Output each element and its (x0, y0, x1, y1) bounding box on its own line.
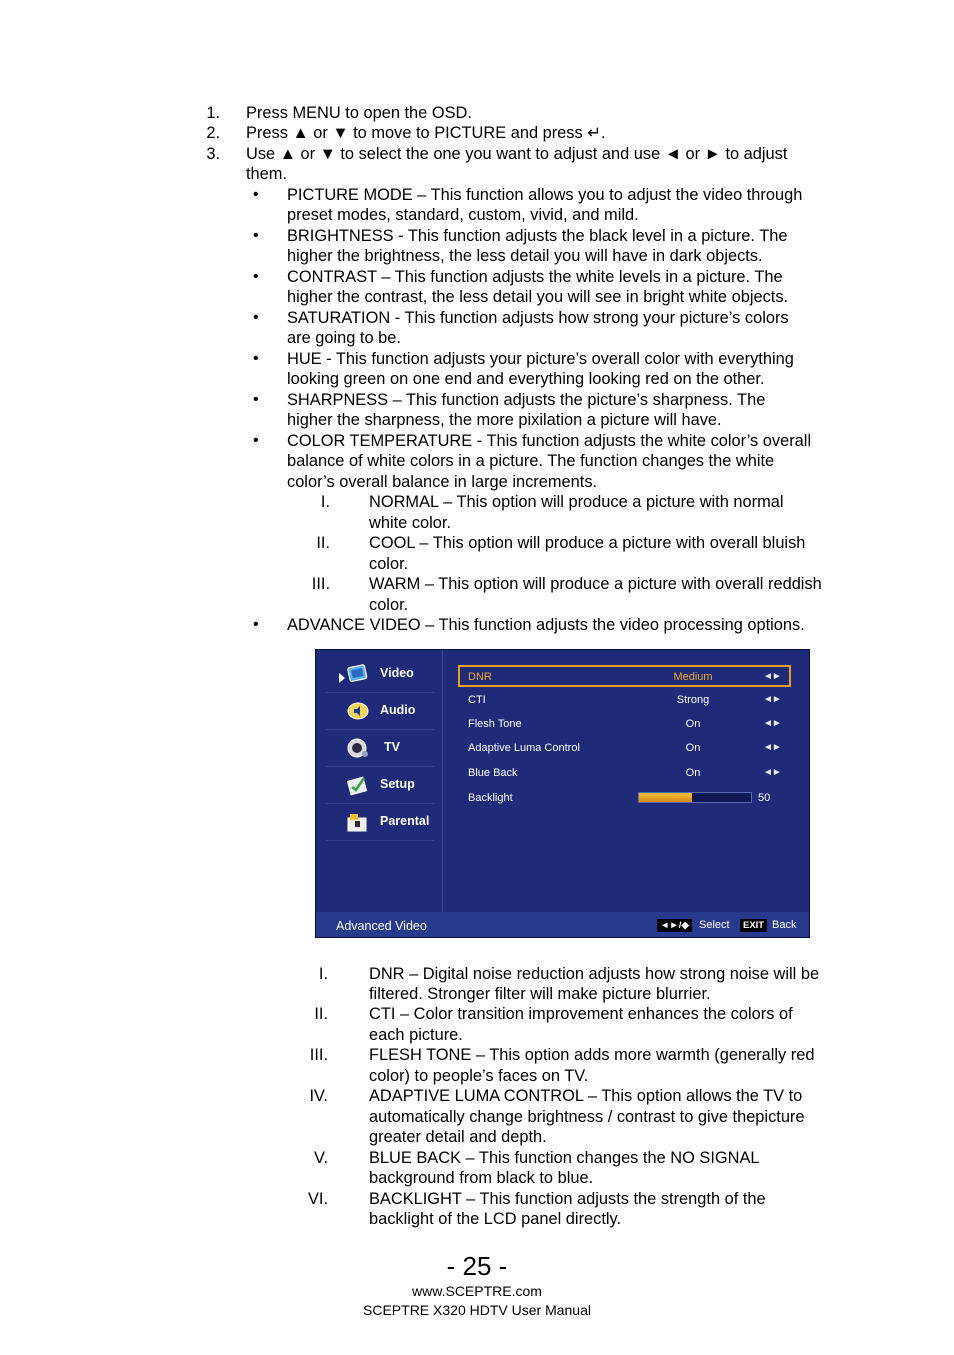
osd-row-blue-back[interactable] (458, 762, 791, 784)
option-text: white color. (369, 514, 451, 532)
row-value: On (685, 767, 701, 779)
row-value: Medium (673, 671, 713, 683)
row-value: Strong (676, 694, 710, 706)
item-text: greater detail and depth. (369, 1128, 547, 1146)
row-value: On (685, 742, 701, 754)
option-text: WARM – This option will produce a picture with overall reddish (369, 575, 822, 593)
footer-manual-title: SCEPTRE X320 HDTV User Manual (363, 1302, 591, 1318)
item-text: color) to people’s faces on TV. (369, 1067, 589, 1085)
bullet-text: are going to be. (287, 329, 401, 347)
step-number: 1. (206, 104, 220, 122)
option-number: II. (316, 534, 330, 552)
audio-icon (346, 699, 370, 723)
row-label: Backlight (468, 792, 513, 804)
item-number: III. (309, 1046, 328, 1064)
bullet-text: HUE - This function adjusts your picture’s overall color with everything (287, 350, 794, 368)
left-right-arrows-icon: ◄► (763, 767, 781, 778)
option-number: III. (311, 575, 330, 593)
bullet-text: SHARPNESS – This function adjusts the picture’s sharpness. The (287, 391, 766, 409)
sidebar-item-video[interactable] (326, 656, 434, 693)
osd-row-adaptive-luma[interactable] (458, 737, 791, 759)
option-number: I. (320, 493, 330, 511)
backlight-slider-fill (639, 793, 692, 802)
bullet-dot: • (253, 186, 259, 203)
osd-row-dnr[interactable] (458, 665, 791, 687)
sidebar-item-parental[interactable] (326, 804, 434, 841)
bullet-dot: • (253, 616, 259, 633)
option-text: color. (369, 596, 409, 614)
setup-icon (346, 773, 370, 797)
page-number: - 25 - (446, 1251, 508, 1281)
backlight-slider[interactable] (638, 792, 752, 803)
bullet-text: looking green on one end and everything looking red on the other. (287, 370, 765, 388)
osd-sidebar (316, 650, 443, 912)
select-key-icon: ◄►/◆ (657, 919, 692, 932)
osd-row-flesh-tone[interactable] (458, 713, 791, 735)
osd-row-cti[interactable] (458, 689, 791, 711)
item-text: BLUE BACK – This function changes the NO SIGNAL (369, 1149, 760, 1167)
bullet-text: higher the contrast, the less detail you will see in bright white objects. (287, 288, 789, 306)
option-text: NORMAL – This option will produce a picture with normal (369, 493, 784, 511)
bullet-text: color’s overall balance in large increments. (287, 473, 598, 491)
step-text: Press ▲ or ▼ to move to PICTURE and press ↵. (246, 124, 606, 142)
bullet-text: CONTRAST – This function adjusts the white levels in a picture. The (287, 268, 783, 286)
item-text: backlight of the LCD panel directly. (369, 1210, 622, 1228)
left-right-arrows-icon: ◄► (763, 694, 781, 705)
bullet-dot: • (253, 268, 259, 285)
osd-screenshot (315, 649, 810, 938)
item-text: filtered. Stronger filter will make picture blurrier. (369, 985, 711, 1003)
step-text: them. (246, 165, 287, 183)
bullet-text: higher the sharpness, the more pixilation a picture will have. (287, 411, 722, 429)
step-text: Press MENU to open the OSD. (246, 104, 472, 122)
exit-key-icon: EXIT (740, 919, 767, 932)
row-value: On (685, 718, 701, 730)
bullet-text: BRIGHTNESS - This function adjusts the black level in a picture. The (287, 227, 788, 245)
bullet-dot: • (253, 350, 259, 367)
bullet-text: balance of white colors in a picture. The function changes the white (287, 452, 775, 470)
item-text: BACKLIGHT – This function adjusts the strength of the (369, 1190, 766, 1208)
left-right-arrows-icon: ◄► (763, 671, 781, 682)
row-label: Blue Back (468, 767, 518, 779)
step-text: Use ▲ or ▼ to select the one you want to adjust and use ◄ or ► to adjust (246, 145, 788, 163)
item-text: automatically change brightness / contrast to give thepicture (369, 1108, 805, 1126)
item-text: background from black to blue. (369, 1169, 594, 1187)
select-label: Select (699, 919, 730, 931)
bullet-dot: • (253, 227, 259, 244)
bullet-dot: • (253, 432, 259, 449)
bullet-text: SATURATION - This function adjusts how strong your picture’s colors (287, 309, 789, 327)
row-label: Adaptive Luma Control (468, 742, 580, 754)
option-text: color. (369, 555, 409, 573)
bullet-text: PICTURE MODE – This function allows you to adjust the video through (287, 186, 803, 204)
advance-video-bullet: ADVANCE VIDEO – This function adjusts the video processing options. (287, 616, 805, 634)
back-label: Back (772, 919, 797, 931)
video-icon (346, 662, 370, 686)
osd-footer (316, 912, 810, 938)
item-text: DNR – Digital noise reduction adjusts how strong noise will be (369, 965, 820, 983)
bullet-text: preset modes, standard, custom, vivid, and mild. (287, 206, 639, 224)
row-label: DNR (468, 671, 492, 683)
footer-website: www.SCEPTRE.com (412, 1283, 542, 1299)
option-text: COOL – This option will produce a picture with overall bluish (369, 534, 806, 552)
item-text: FLESH TONE – This option adds more warmth (generally red (369, 1046, 815, 1064)
row-label: CTI (468, 694, 486, 706)
tv-icon (346, 736, 370, 760)
step-number: 3. (206, 145, 220, 163)
left-right-arrows-icon: ◄► (763, 742, 781, 753)
item-text: CTI – Color transition improvement enhances the colors of (369, 1005, 793, 1023)
sidebar-item-setup[interactable] (326, 767, 434, 804)
item-number: VI. (307, 1190, 328, 1208)
row-value: 50 (758, 792, 771, 804)
bullet-text: COLOR TEMPERATURE - This function adjusts the white color’s overall (287, 432, 812, 450)
sidebar-item-label: Parental (380, 814, 430, 828)
parental-icon (346, 810, 370, 834)
item-text: ADAPTIVE LUMA CONTROL – This option allows the TV to (369, 1087, 803, 1105)
sidebar-item-label: TV (384, 740, 400, 754)
left-right-arrows-icon: ◄► (763, 718, 781, 729)
sidebar-item-label: Setup (380, 777, 415, 791)
osd-footer-title: Advanced Video (336, 919, 427, 933)
item-number: V. (314, 1149, 328, 1167)
sidebar-item-label: Audio (380, 703, 416, 717)
sidebar-item-tv[interactable] (326, 730, 434, 767)
item-number: II. (314, 1005, 328, 1023)
item-text: each picture. (369, 1026, 463, 1044)
row-label: Flesh Tone (468, 718, 522, 730)
bullet-text: higher the brightness, the less detail you will have in dark objects. (287, 247, 763, 265)
bullet-dot: • (253, 391, 259, 408)
item-number: IV. (309, 1087, 328, 1105)
bullet-dot: • (253, 309, 259, 326)
item-number: I. (318, 965, 328, 983)
selected-arrow-icon (339, 673, 345, 683)
sidebar-item-audio[interactable] (326, 693, 434, 730)
sidebar-item-label: Video (380, 666, 414, 680)
osd-row-backlight[interactable] (458, 787, 791, 809)
step-number: 2. (206, 124, 220, 142)
